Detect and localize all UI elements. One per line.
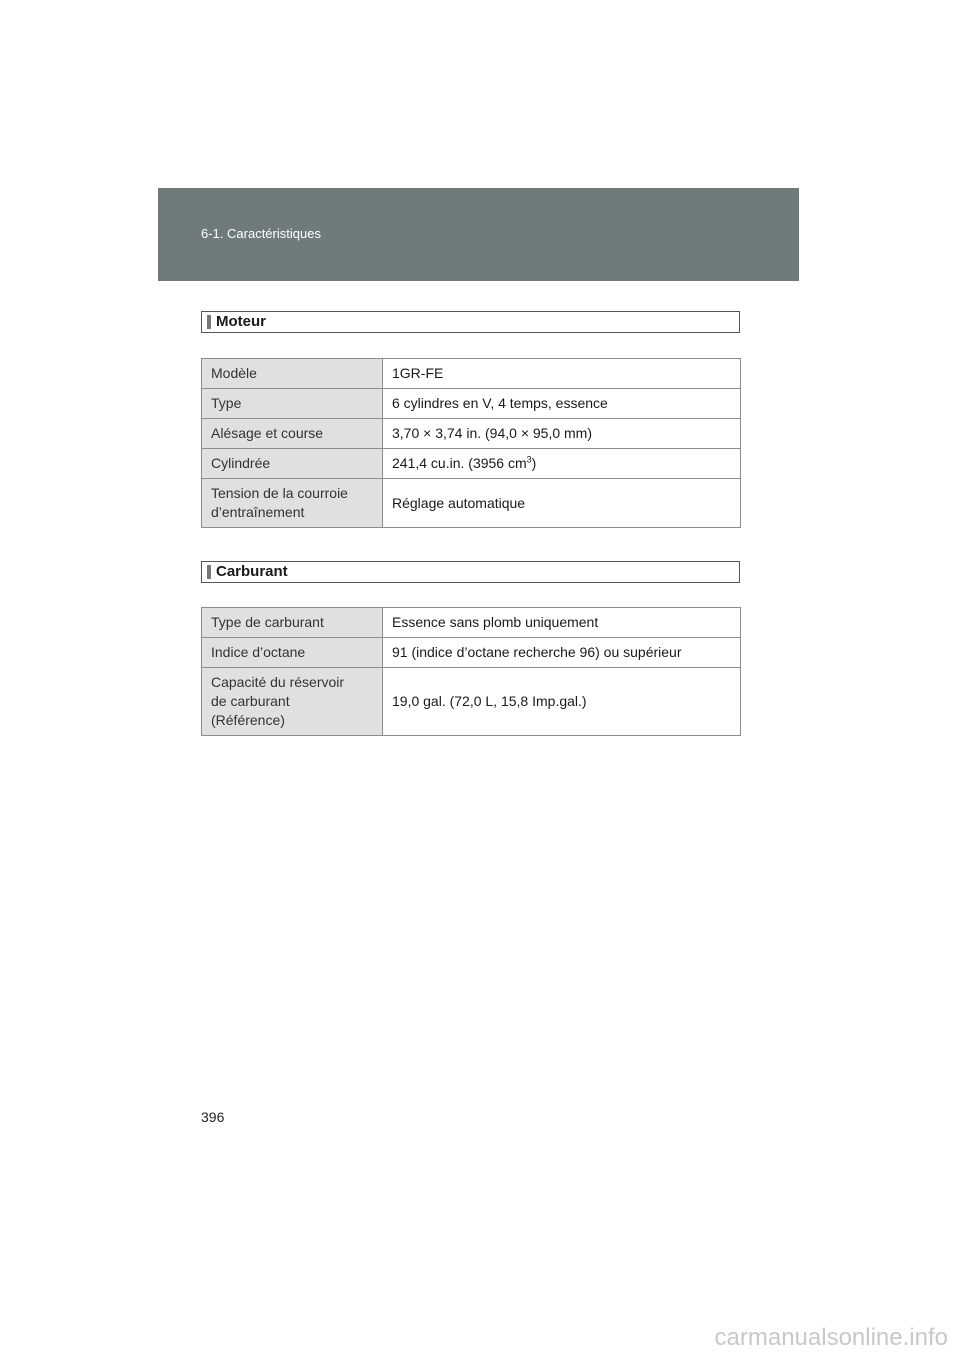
row-value: Essence sans plomb uniquement [383, 608, 741, 638]
label-line: Tension de la courroie [211, 485, 348, 501]
table-row [202, 668, 741, 736]
label-line: d’entraînement [211, 504, 305, 520]
table-row [202, 389, 741, 419]
page-number: 396 [201, 1109, 225, 1125]
table-row [202, 449, 741, 479]
row-label: Modèle [202, 359, 383, 389]
table-row [202, 359, 741, 389]
label-line: de carburant [211, 693, 290, 709]
fuel-spec-table [201, 607, 741, 736]
row-value: 3,70 × 3,74 in. (94,0 × 95,0 mm) [383, 419, 741, 449]
row-label [202, 479, 383, 528]
row-value: 19,0 gal. (72,0 L, 15,8 Imp.gal.) [383, 668, 741, 736]
row-value: 1GR-FE [383, 359, 741, 389]
superscript: 3 [526, 454, 532, 465]
table-row [202, 479, 741, 528]
heading-marker [207, 315, 211, 329]
value-text: 241,4 cu.in. (3956 cm [392, 455, 527, 471]
label-line: (Référence) [211, 712, 285, 728]
chapter-header-band [158, 188, 799, 281]
row-label: Type [202, 389, 383, 419]
row-value: Réglage automatique [383, 479, 741, 528]
section-heading-fuel [201, 561, 740, 583]
section-heading-text: Carburant [216, 563, 288, 580]
engine-spec-table [201, 358, 741, 528]
row-label: Indice d’octane [202, 638, 383, 668]
section-label: 6-1. Caractéristiques [201, 226, 321, 241]
table-row [202, 638, 741, 668]
row-label: Cylindrée [202, 449, 383, 479]
section-heading-engine [201, 311, 740, 333]
row-label: Alésage et course [202, 419, 383, 449]
table-row [202, 608, 741, 638]
value-text-suffix: ) [531, 455, 537, 471]
table-row [202, 419, 741, 449]
label-line: Capacité du réservoir [211, 674, 345, 690]
heading-marker [207, 565, 211, 579]
row-value: 91 (indice d’octane recherche 96) ou supérieur [383, 638, 741, 668]
row-value [383, 449, 741, 479]
row-label [202, 668, 383, 736]
row-label: Type de carburant [202, 608, 383, 638]
row-value: 6 cylindres en V, 4 temps, essence [383, 389, 741, 419]
watermark: carmanualsonline.info [714, 1324, 948, 1351]
section-heading-text: Moteur [216, 313, 266, 330]
